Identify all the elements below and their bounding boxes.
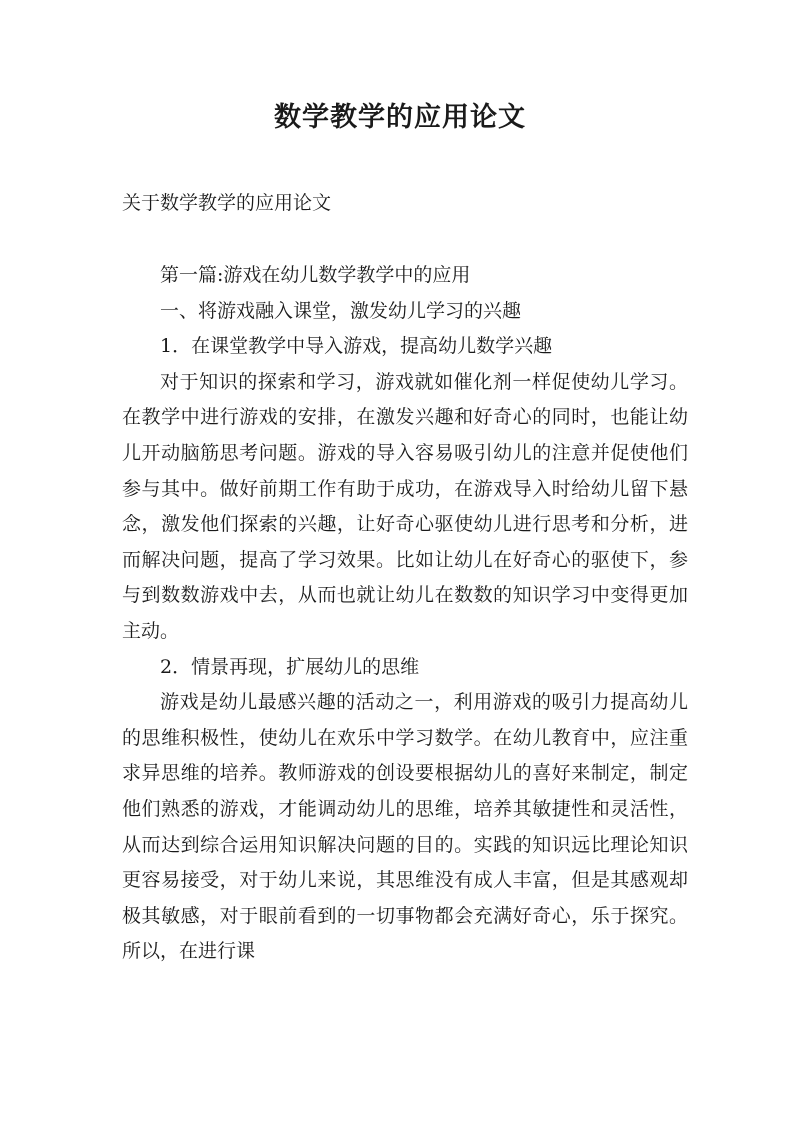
paragraph-2: 游戏是幼儿最感兴趣的活动之一，利用游戏的吸引力提高幼儿的思维积极性，使幼儿在欢乐中学习数学。在幼儿教育中，应注重求异思维的培养。教师游戏的创设要根据幼儿的喜好来制定，制定他们熟悉的游戏，才能调动幼儿的思维，培养其敏捷性和灵活性，从而达到综合运用知识解决问题的目的。实践的知识远比理论知识更容易接受，对于幼儿来说，其思维没有成人丰富，但是其感观却极其敏感，对于眼前看到的一切事物都会充满好奇心，乐于探究。所以，在进行课 <box>122 691 688 963</box>
subsection-heading-1: 1．在课堂教学中导入游戏，提高幼儿数学兴趣 <box>160 335 553 358</box>
part-heading: 第一篇:游戏在幼儿数学教学中的应用 <box>160 264 471 286</box>
subsection-heading-2: 2．情景再现，扩展幼儿的思维 <box>160 655 420 678</box>
section-heading: 一、将游戏融入课堂，激发幼儿学习的兴趣 <box>160 299 522 322</box>
paragraph-1: 对于知识的探索和学习，游戏就如催化剂一样促使幼儿学习。在教学中进行游戏的安排，在激发兴趣和好奇心的同时，也能让幼儿开动脑筋思考问题。游戏的导入容易吸引幼儿的注意并促使他们参与其中。做好前期工作有助于成功，在游戏导入时给幼儿留下悬念，激发他们探索的兴趣，让好奇心驱使幼儿进行思考和分析，进而解决问题，提高了学习效果。比如让幼儿在好奇心的驱使下，参与到数数游戏中去，从而也就让幼儿在数数的知识学习中变得更加主动。 <box>122 370 688 642</box>
document-body <box>122 258 688 970</box>
document-title: 数学教学的应用论文 <box>274 102 526 133</box>
document-subtitle: 关于数学教学的应用论文 <box>122 192 332 214</box>
